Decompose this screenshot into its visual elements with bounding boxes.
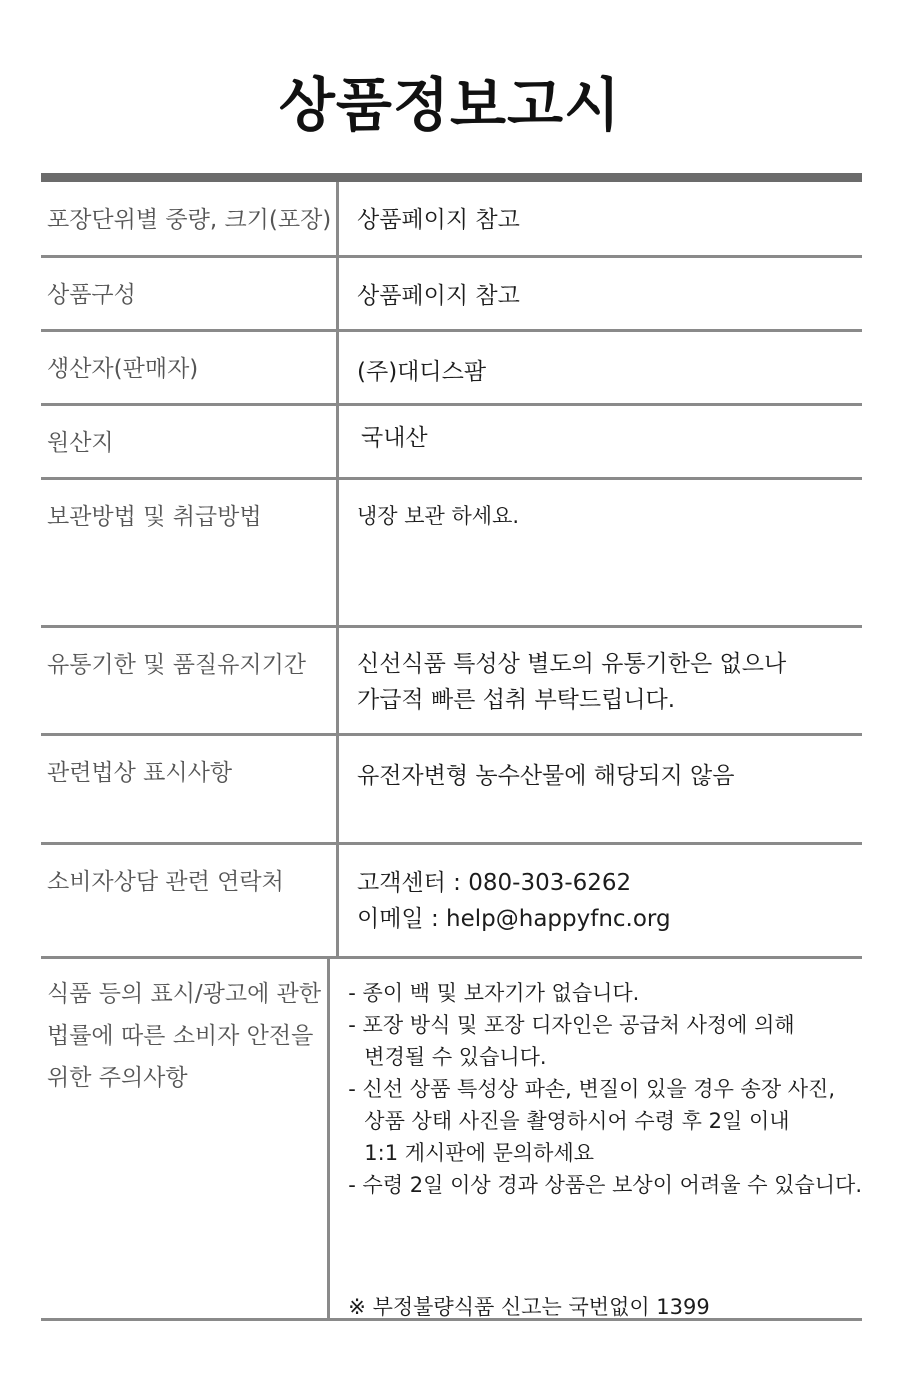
table-row <box>41 628 862 736</box>
note-line: 1:1 게시판에 문의하세요 <box>364 1141 595 1165</box>
note-line: 상품 상태 사진을 촬영하시어 수령 후 2일 이내 <box>364 1109 790 1133</box>
row-value: 유전자변형 농수산물에 해당되지 않음 <box>357 763 735 789</box>
page-title: 상품정보고시 <box>278 71 622 139</box>
value-line: 신선식품 특성상 별도의 유통기한은 없으나 <box>357 651 787 677</box>
table-row <box>41 736 862 845</box>
row-label: 소비자상담 관련 연락처 <box>41 845 339 956</box>
row-value: 국내산 <box>361 425 428 451</box>
note-line: - 신선 상품 특성상 파손, 변질이 있을 경우 송장 사진, <box>348 1077 836 1101</box>
row-value <box>339 845 862 956</box>
table-row <box>41 845 862 959</box>
row-value <box>339 628 862 733</box>
product-info-table <box>41 173 862 1321</box>
note-line: - 포장 방식 및 포장 디자인은 공급처 사정에 의해 <box>348 1013 795 1037</box>
row-value: (주)대디스팜 <box>357 359 487 385</box>
row-label: 생산자(판매자) <box>41 332 339 403</box>
row-label: 유통기한 및 품질유지기간 <box>41 628 339 733</box>
note-line: - 수령 2일 이상 경과 상품은 보상이 어려울 수 있습니다. <box>348 1173 862 1197</box>
table-row <box>41 406 862 480</box>
email-line: 이메일 : help@happyfnc.org <box>357 906 671 932</box>
row-label: 원산지 <box>41 406 339 477</box>
row-value: 냉장 보관 하세요. <box>357 504 520 528</box>
phone-line: 고객센터 : 080-303-6262 <box>357 870 632 896</box>
table-row <box>41 480 862 628</box>
row-label: 보관방법 및 취급방법 <box>41 480 339 625</box>
row-value: 상품페이지 참고 <box>357 207 520 233</box>
label-line: 식품 등의 표시/광고에 관한 <box>47 981 322 1007</box>
caution-notes <box>330 959 862 1318</box>
table-row <box>41 959 862 1321</box>
note-line: 변경될 수 있습니다. <box>364 1045 547 1069</box>
row-label: 포장단위별 중량, 크기(포장) <box>41 182 339 255</box>
label-line: 법률에 따른 소비자 안전을 <box>47 1023 314 1049</box>
row-label: 상품구성 <box>41 258 339 329</box>
row-label: 관련법상 표시사항 <box>41 736 339 842</box>
table-row <box>41 182 862 258</box>
fraud-report-notice: ※ 부정불량식품 신고는 국번없이 1399 <box>348 1295 710 1319</box>
note-line: - 종이 백 및 보자기가 없습니다. <box>348 981 640 1005</box>
value-line: 가급적 빠른 섭취 부탁드립니다. <box>357 687 676 713</box>
table-row <box>41 332 862 406</box>
table-row <box>41 258 862 332</box>
label-line: 위한 주의사항 <box>47 1065 188 1091</box>
row-label <box>41 959 330 1318</box>
row-value: 상품페이지 참고 <box>357 283 520 309</box>
